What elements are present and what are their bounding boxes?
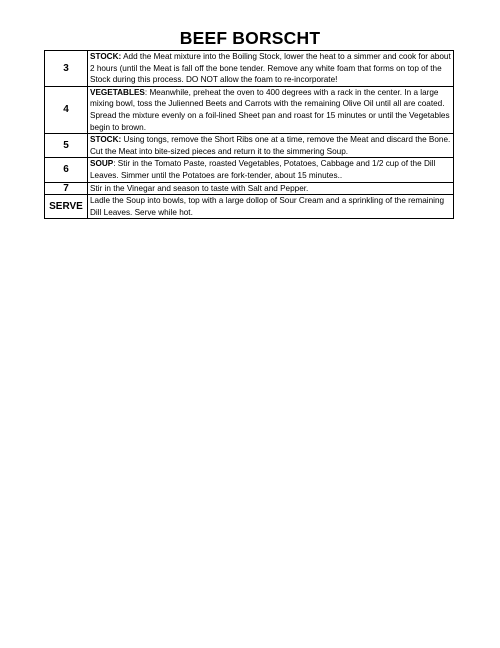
step-keyword: VEGETABLES [90,87,145,97]
step-instruction [88,195,454,219]
table-row [45,134,454,158]
table-row [45,86,454,133]
step-text: : Meanwhile, preheat the oven to 400 degrees with a rack in the center. In a large mixing bowl, toss the Julienned Beets and Carrots with the remaining Olive Oil until all are coated. Spread the mixture evenly on a foil-lined Sheet pan and roast for 15 minutes or until the Vegetables begin to brown. [90,87,450,132]
step-text: Ladle the Soup into bowls, top with a large dollop of Sour Cream and a sprinkling of the remaining Dill Leaves. Serve while hot. [90,196,445,217]
step-text: Add the Meat mixture into the Boiling Stock, lower the heat to a simmer and cook for about 2 hours (until the Meat is fall off the bone tender. Remove any white foam that forms on top of the Stock during this process. DO NOT allow the foam to re-incorporate! [90,52,451,85]
step-keyword: SOUP [90,159,114,169]
step-number: 3 [45,51,88,87]
table-row [45,158,454,182]
step-instruction [88,51,454,87]
table-row [45,195,454,219]
step-number: 4 [45,86,88,133]
step-instruction [88,182,454,195]
step-instruction [88,158,454,182]
step-keyword: STOCK: [90,52,122,61]
page-title: BEEF BORSCHT [179,28,321,48]
step-number: 7 [45,182,88,195]
step-text: Using tongs, remove the Short Ribs one at a time, remove the Meat and discard the Bone. Cut the Meat into bite-sized pieces and return it to the simmering Soup. [90,135,451,156]
step-number: 6 [45,158,88,182]
table-row [45,182,454,195]
step-keyword: STOCK: [90,135,122,145]
recipe-steps-table [44,50,454,219]
step-number: 5 [45,134,88,158]
step-instruction [88,86,454,133]
step-text: : Stir in the Tomato Paste, roasted Vegetables, Potatoes, Cabbage and 1/2 cup of the Dill Leaves. Simmer until the Potatoes are fork-tender, about 15 minutes.. [90,159,436,180]
step-number: SERVE [45,195,88,219]
step-instruction [88,134,454,158]
step-text: Stir in the Vinegar and season to taste with Salt and Pepper. [90,183,309,193]
table-row [45,51,454,87]
